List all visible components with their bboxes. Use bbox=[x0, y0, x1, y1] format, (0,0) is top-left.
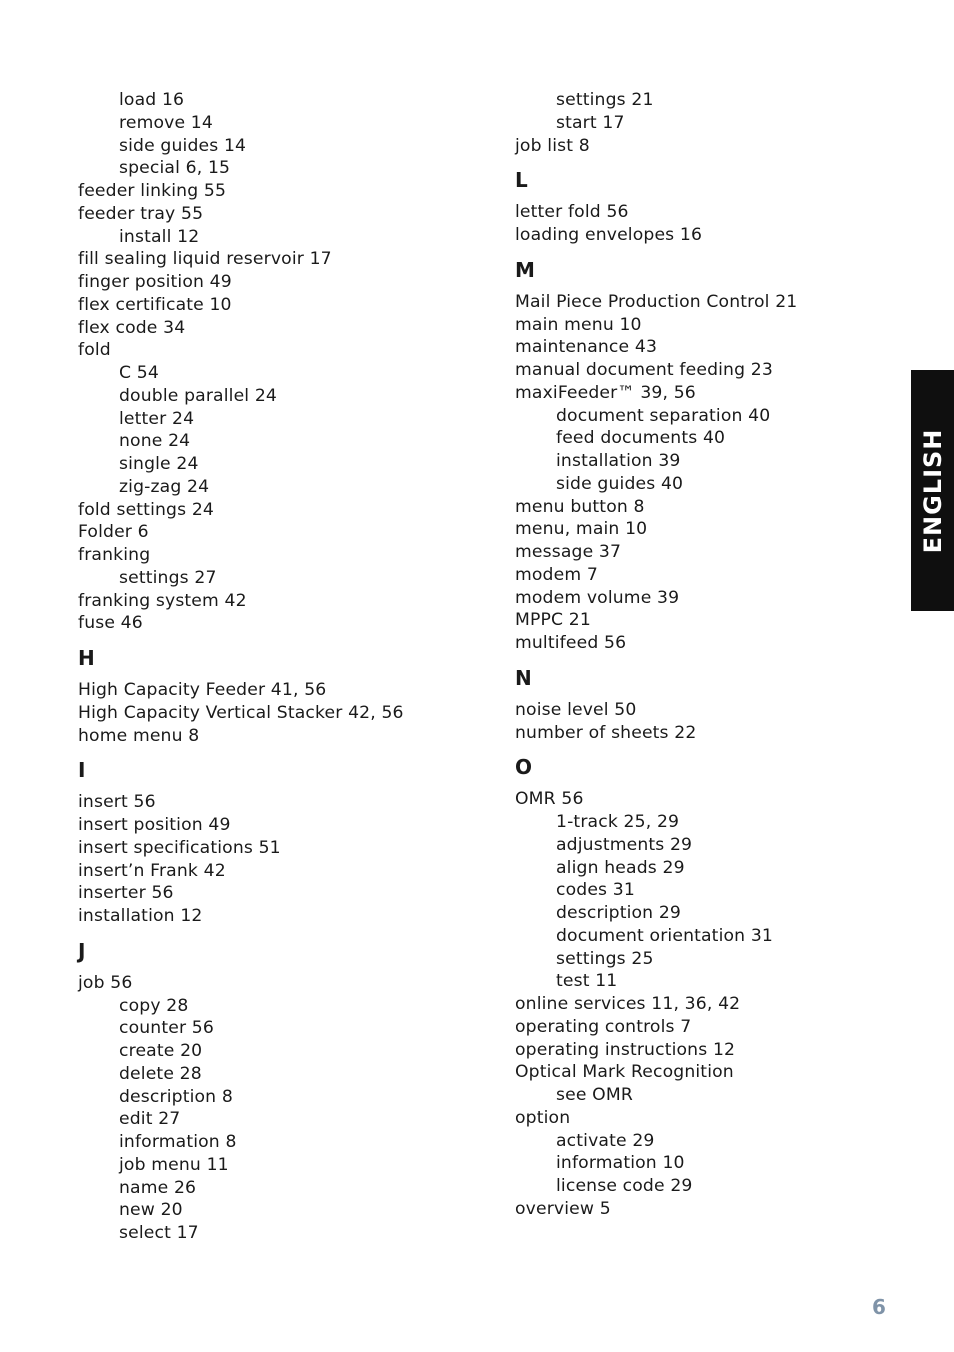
index-entry: insert 56 bbox=[78, 792, 156, 813]
index-entry: manual document feeding 23 bbox=[515, 360, 773, 380]
index-entry: flex code 34 bbox=[78, 317, 186, 338]
index-entry: franking system 42 bbox=[78, 590, 247, 611]
index-subentry: select 17 bbox=[119, 1223, 199, 1243]
index-subentry: see OMR bbox=[556, 1085, 633, 1105]
index-letter-heading: I bbox=[78, 758, 86, 783]
index-entry: overview 5 bbox=[515, 1198, 611, 1219]
index-letter-heading: M bbox=[515, 257, 535, 282]
index-entry: message 37 bbox=[515, 542, 622, 562]
index-entry: flex certificate 10 bbox=[78, 294, 232, 315]
index-subentry: information 8 bbox=[119, 1132, 237, 1152]
index-entry: insert specifications 51 bbox=[78, 837, 281, 858]
index-subentry: description 8 bbox=[119, 1086, 233, 1107]
index-subentry: edit 27 bbox=[119, 1109, 181, 1130]
index-entry: noise level 50 bbox=[515, 699, 637, 720]
index-subentry: test 11 bbox=[556, 971, 618, 992]
index-subentry: adjustments 29 bbox=[556, 834, 693, 855]
language-tab bbox=[911, 370, 954, 611]
index-subentry: description 29 bbox=[556, 903, 681, 923]
index-subentry: codes 31 bbox=[556, 880, 635, 901]
index-letter-heading: N bbox=[515, 665, 532, 690]
index-entry: installation 12 bbox=[78, 906, 203, 926]
index-subentry: double parallel 24 bbox=[119, 385, 278, 406]
index-subentry: delete 28 bbox=[119, 1063, 202, 1084]
index-subentry: none 24 bbox=[119, 431, 191, 452]
index-entry: option bbox=[515, 1107, 571, 1128]
index-subentry: load 16 bbox=[119, 90, 185, 110]
index-letter-heading: J bbox=[78, 938, 86, 963]
page-number: 6 bbox=[872, 1295, 886, 1319]
index-entry: High Capacity Feeder 41, 56 bbox=[78, 680, 327, 700]
index-subentry: zig-zag 24 bbox=[119, 476, 210, 497]
index-entry: main menu 10 bbox=[515, 314, 642, 335]
index-subentry: special 6, 15 bbox=[119, 158, 231, 179]
index-entry: loading envelopes 16 bbox=[515, 225, 703, 245]
index-subentry: activate 29 bbox=[556, 1130, 655, 1151]
index-subentry: letter 24 bbox=[119, 408, 195, 429]
index-subentry: start 17 bbox=[556, 112, 625, 133]
index-subentry: settings 27 bbox=[119, 567, 217, 588]
index-entry: maxiFeeder™ 39, 56 bbox=[515, 382, 696, 403]
index-entry: insert’n Frank 42 bbox=[78, 860, 226, 881]
index-entry: operating instructions 12 bbox=[515, 1039, 736, 1060]
index-entry: feeder linking 55 bbox=[78, 181, 227, 201]
index-entry: MPPC 21 bbox=[515, 610, 591, 631]
index-entry: menu button 8 bbox=[515, 496, 645, 517]
index-subentry: C 54 bbox=[119, 363, 159, 383]
index-subentry: 1-track 25, 29 bbox=[556, 812, 680, 832]
index-entry: High Capacity Vertical Stacker 42, 56 bbox=[78, 702, 404, 723]
index-entry: fold settings 24 bbox=[78, 499, 214, 520]
index-subentry: side guides 14 bbox=[119, 135, 247, 156]
index-entry: letter fold 56 bbox=[515, 202, 629, 223]
index-entry: number of sheets 22 bbox=[515, 722, 697, 743]
index-entry: fuse 46 bbox=[78, 613, 143, 634]
index-entry: online services 11, 36, 42 bbox=[515, 994, 741, 1014]
index-subentry: align heads 29 bbox=[556, 857, 685, 878]
language-tab-label: ENGLISH bbox=[918, 428, 947, 553]
index-entry: finger position 49 bbox=[78, 272, 232, 292]
index-entry: franking bbox=[78, 545, 151, 565]
index-entry: Optical Mark Recognition bbox=[515, 1062, 734, 1083]
index-subentry: installation 39 bbox=[556, 451, 681, 471]
index-entry: maintenance 43 bbox=[515, 337, 658, 358]
index-entry: inserter 56 bbox=[78, 883, 174, 904]
index-entry: home menu 8 bbox=[78, 725, 200, 746]
index-subentry: settings 21 bbox=[556, 90, 654, 110]
index-subentry: install 12 bbox=[119, 226, 200, 247]
index-subentry: copy 28 bbox=[119, 995, 189, 1016]
index-subentry: side guides 40 bbox=[556, 473, 684, 494]
index-entry: fill sealing liquid reservoir 17 bbox=[78, 249, 332, 270]
index-letter-heading: L bbox=[515, 168, 528, 193]
index-subentry: new 20 bbox=[119, 1200, 183, 1221]
index-subentry: create 20 bbox=[119, 1041, 203, 1061]
index-subentry: information 10 bbox=[556, 1153, 685, 1174]
index-subentry: feed documents 40 bbox=[556, 428, 726, 449]
index-column-left bbox=[78, 89, 498, 1245]
index-entry: Mail Piece Production Control 21 bbox=[515, 291, 798, 312]
index-entry: modem volume 39 bbox=[515, 587, 680, 608]
index-subentry: single 24 bbox=[119, 454, 199, 474]
index-subentry: settings 25 bbox=[556, 948, 654, 969]
index-subentry: remove 14 bbox=[119, 112, 213, 133]
index-subentry: document separation 40 bbox=[556, 405, 771, 426]
index-subentry: license code 29 bbox=[556, 1176, 693, 1196]
index-entry: OMR 56 bbox=[515, 789, 584, 810]
index-entry: job list 8 bbox=[515, 135, 590, 156]
index-subentry: document orientation 31 bbox=[556, 925, 773, 946]
index-subentry: counter 56 bbox=[119, 1018, 214, 1039]
index-entry: insert position 49 bbox=[78, 815, 231, 835]
index-column-right bbox=[515, 89, 895, 1221]
index-entry: menu, main 10 bbox=[515, 519, 648, 540]
index-entry: job 56 bbox=[78, 972, 133, 993]
index-letter-heading: H bbox=[78, 646, 95, 670]
index-subentry: name 26 bbox=[119, 1177, 197, 1198]
index-letter-heading: O bbox=[515, 755, 533, 780]
index-entry: modem 7 bbox=[515, 564, 598, 585]
index-entry: Folder 6 bbox=[78, 522, 149, 543]
index-entry: feeder tray 55 bbox=[78, 203, 204, 224]
index-subentry: job menu 11 bbox=[119, 1154, 229, 1175]
index-entry: multifeed 56 bbox=[515, 633, 627, 653]
index-entry: operating controls 7 bbox=[515, 1016, 692, 1037]
index-entry: fold bbox=[78, 340, 111, 361]
